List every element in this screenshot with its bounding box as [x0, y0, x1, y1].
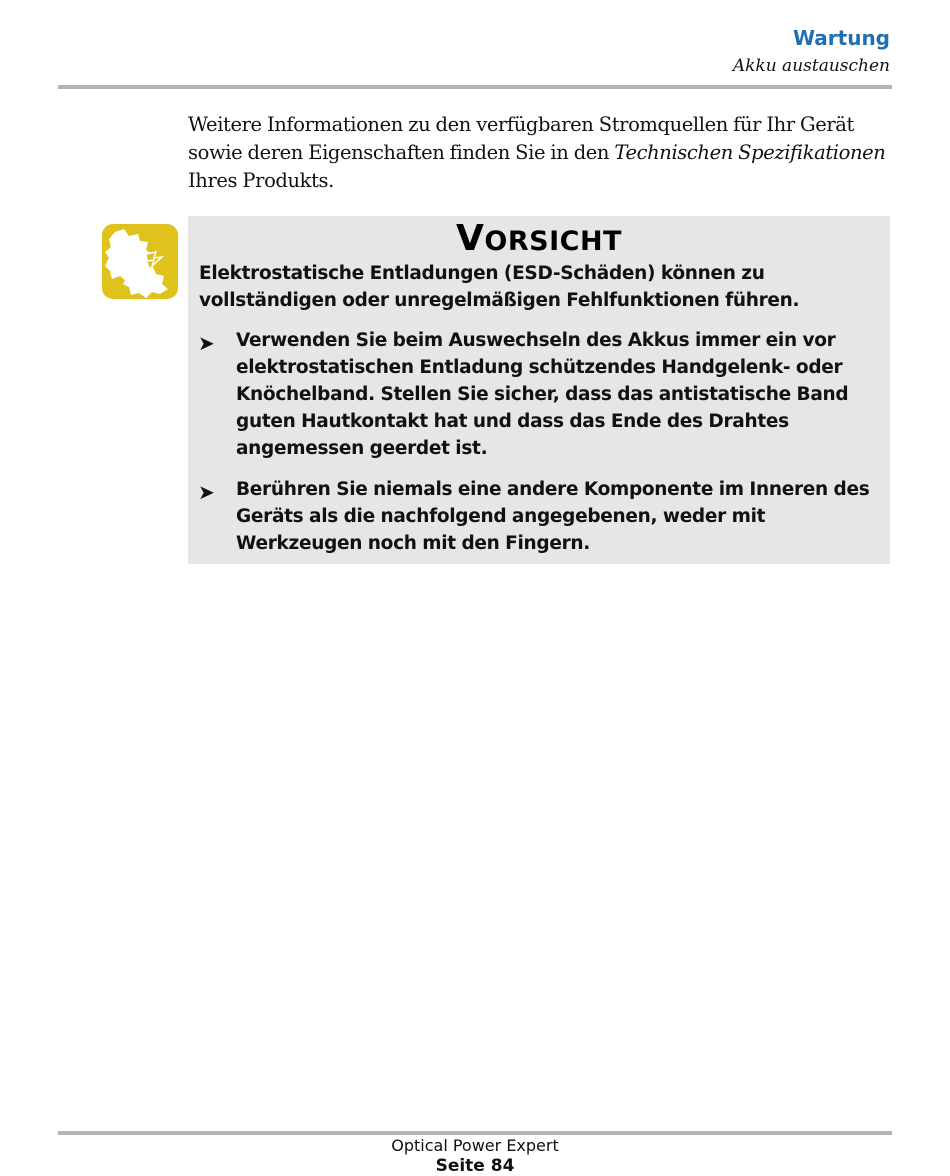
- bullet-line: Geräts als die nachfolgend angegebenen, weder mit: [236, 506, 766, 527]
- spec-reference: Technischen Spezifikationen: [614, 141, 886, 164]
- caution-lead: [199, 260, 869, 314]
- intro-line: Weitere Informationen zu den verfügbaren Stromquellen für Ihr Gerät: [188, 113, 854, 136]
- footer-product: Optical Power Expert: [391, 1136, 559, 1155]
- subsection-title: Akku austauschen: [732, 56, 890, 76]
- esd-warning-icon: [102, 224, 178, 299]
- bullet-line: Verwenden Sie beim Auswechseln des Akkus immer ein vor: [236, 330, 836, 351]
- caution-lead-line: Elektrostatische Entladungen (ESD-Schäden) können zu: [199, 263, 765, 284]
- page-number: Seite 84: [435, 1156, 515, 1176]
- bullet-line: Werkzeugen noch mit den Fingern.: [236, 533, 591, 554]
- caution-bullet: [236, 327, 876, 462]
- bullet-line: angemessen geerdet ist.: [236, 438, 488, 459]
- caution-lead-line: vollständigen oder unregelmäßigen Fehlfunktionen führen.: [199, 290, 800, 311]
- intro-line: sowie deren Eigenschaften finden Sie in den Technischen Spezifikationen: [188, 141, 886, 164]
- bullet-line: guten Hautkontakt hat und dass das Ende des Drahtes: [236, 411, 789, 432]
- header-divider: [58, 85, 892, 89]
- footer-divider: [58, 1131, 892, 1135]
- section-title: Wartung: [792, 26, 890, 50]
- bullet-line: Knöchelband. Stellen Sie sicher, dass das antistatische Band: [236, 384, 849, 405]
- caution-title: VORSICHT: [456, 218, 622, 259]
- caution-box: [188, 216, 890, 564]
- bullet-arrow-icon: ➤: [198, 480, 215, 504]
- bullet-line: elektrostatischen Entladung schützendes Handgelenk- oder: [236, 357, 843, 378]
- bullet-arrow-icon: ➤: [198, 331, 215, 355]
- intro-paragraph: [188, 111, 893, 195]
- caution-bullet: [236, 476, 876, 557]
- bullet-line: Berühren Sie niemals eine andere Komponente im Inneren des: [236, 479, 870, 500]
- intro-line: Ihres Produkts.: [188, 169, 334, 192]
